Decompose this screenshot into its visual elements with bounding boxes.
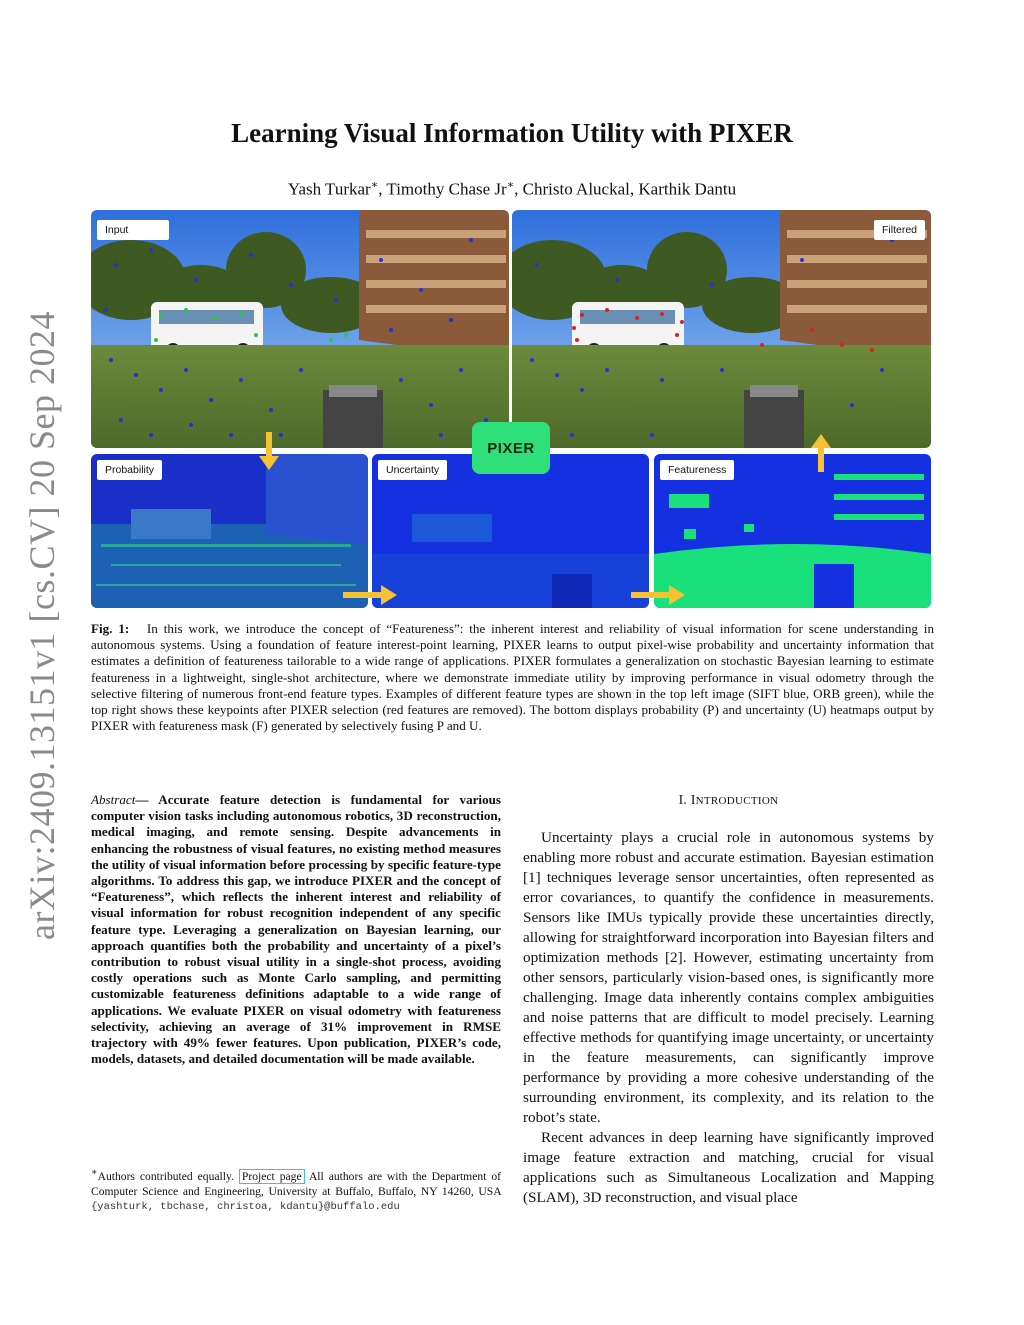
pixer-badge: PIXER (472, 422, 550, 474)
author-name: Yash Turkar (287, 179, 371, 199)
caption-text: In this work, we introduce the concept of “Featureness”: the inherent interest and reliability of visual information for scene understanding in autonomous systems. Using a foundation of feature interest-point learning, PIXER learns to output pixel-wise probability and uncertainty information that estimates a definition of featureness tailorable to a wide range of applications. PIXER formulates a generalization on stochastic Bayesian learning to estimate featureness in a lightweight, single-shot architecture, where we demonstrate immediate utility by improving performance in visual odometry through the selective filtering of numerous front-end feature types. Examples of different feature types are shown in the top left image (SIFT blue, ORB green), while the top right shows these keypoints after PIXER selection (red features are removed). The bottom displays probability (P) and uncertainty (U) heatmaps output by PIXER with featureness mask (F) generated by selectively fusing P and U. (91, 621, 934, 734)
intro-paragraph: Recent advances in deep learning have significantly improved image feature extraction and matching, crucial for visual applications such as Simultaneous Localization and Mapping (SLAM), 3D reconstruction, and visual place (523, 1129, 934, 1206)
uncertainty-label: Uncertainty (378, 460, 447, 480)
introduction-body (523, 828, 934, 1208)
right-arrow-icon (631, 585, 687, 605)
project-page-link[interactable]: Project page (239, 1169, 305, 1184)
down-arrow-icon (259, 432, 279, 472)
probability-heatmap (91, 454, 368, 608)
paper-title: Learning Visual Information Utility with PIXER (231, 118, 793, 148)
right-arrow-icon (343, 585, 399, 605)
figure-caption (91, 621, 934, 734)
section-title-rest: NTRODUCTION (695, 795, 779, 807)
section-number: I. (678, 792, 688, 807)
abstract-label: Abstract (91, 792, 136, 807)
footnote-text: Authors contributed equally. (97, 1169, 234, 1183)
abstract: Abstract— Accurate feature detection is fundamental for various computer vision tasks including autonomous robotics, 3D reconstruction, medical imaging, and remote sensing. Despite advancements in enhancing the robustness of visual features, no existing method measures the utility of visual information before processing by specific feature-type algorithms. To address this gap, we introduce PIXER and the concept of “Featureness”, which reflects the inherent interest and reliability of visual information for robust recognition independent of any specific feature type. Leveraging a generalization on Bayesian learning, our approach quantifies both the probability and uncertainty of a pixel’s contribution to robust visual utility in a single-shot process, avoiding costly operations such as Monte Carlo sampling, and permitting customizable featureness definitions adaptable to a wide range of applications. We evaluate PIXER on visual odometry with featureness selectivity, achieving an average of 31% improvement in RMSE trajectory with 49% fewer features. Upon publication, PIXER’s code, models, datasets, and detailed documentation will be made available. (91, 792, 501, 1067)
probability-label: Probability (97, 460, 162, 480)
input-image (91, 210, 509, 448)
input-label: Input (97, 220, 169, 240)
filtered-label: Filtered (874, 220, 925, 240)
featureness-heatmap (654, 454, 931, 608)
author-emails: {yashturk, tbchase, christoa, kdantu}@buffalo.edu (91, 1201, 400, 1214)
equal-contribution-mark: ∗ (506, 179, 515, 191)
caption-label: Fig. 1: (91, 621, 130, 636)
footnote-mark: ∗ (91, 1167, 98, 1178)
input-scene-illustration (91, 210, 509, 448)
featureness-label: Featureness (660, 460, 734, 480)
up-arrow-icon (811, 432, 831, 472)
intro-paragraph: Uncertainty plays a crucial role in autonomous systems by enabling more robust and accurate estimation. Bayesian estimation [1] techniques leverage sensor uncertainties, often represented as error covariances, to quantify the confidence in measurements. Sensors like IMUs typically provide these uncertainties directly, allowing for straightforward incorporation into Bayesian filters and optimization methods [2]. However, estimating uncertainty from other sensors, particularly vision-based ones, is significantly more challenging. Image data inherently contains complex ambiguities and noise patterns that are difficult to model precisely. Learning effective methods for quantifying image uncertainty, or uncertainty in the feature measurements, can significantly improve performance by providing a more cohesive understanding of the surrounding environment, its complexity, and its relation to the robot’s state. (523, 829, 934, 1126)
footnote-affiliation: All authors are with the Department of Computer Science and Engineering, University at Buffalo, Buffalo, NY 14260, USA (91, 1169, 501, 1198)
figure-1 (91, 210, 931, 608)
arxiv-identifier: arXiv:2409.13151v1 [cs.CV] 20 Sep 2024 (22, 311, 62, 940)
footnote (91, 1166, 501, 1215)
equal-contribution-mark: ∗ (370, 179, 379, 191)
author-name: Christo Aluckal (522, 179, 630, 199)
section-title-initial: I (690, 792, 696, 807)
author-name: Karthik Dantu (638, 179, 737, 199)
section-heading (523, 792, 934, 808)
uncertainty-heatmap (372, 454, 649, 608)
filtered-image (512, 210, 931, 448)
abstract-text: Accurate feature detection is fundamental for various computer vision tasks including autonomous robotics, 3D reconstruction, medical imaging, and remote sensing. Despite advancements in enhancing the robustness of visual features, no existing method measures the utility of visual information before processing by specific feature-type algorithms. To address this gap, we introduce PIXER and the concept of “Featureness”, which reflects the inherent interest and reliability of visual information for robust recognition independent of any specific feature type. Leveraging a generalization on Bayesian learning, our approach quantifies both the probability and uncertainty of a pixel’s contribution to robust visual utility in a single-shot process, avoiding costly operations such as Monte Carlo sampling, and permitting customizable featureness definitions adaptable to a wide range of applications. We evaluate PIXER on visual odometry with featureness selectivity, achieving an average of 31% improvement in RMSE trajectory with 49% fewer features. Upon publication, PIXER’s code, models, datasets, and detailed documentation will be made available. (91, 792, 501, 1067)
author-list: Yash Turkar∗, Timothy Chase Jr∗, Christo Aluckal, Karthik Dantu (287, 179, 737, 199)
filtered-scene-illustration (512, 210, 931, 448)
author-name: Timothy Chase Jr (386, 179, 507, 199)
